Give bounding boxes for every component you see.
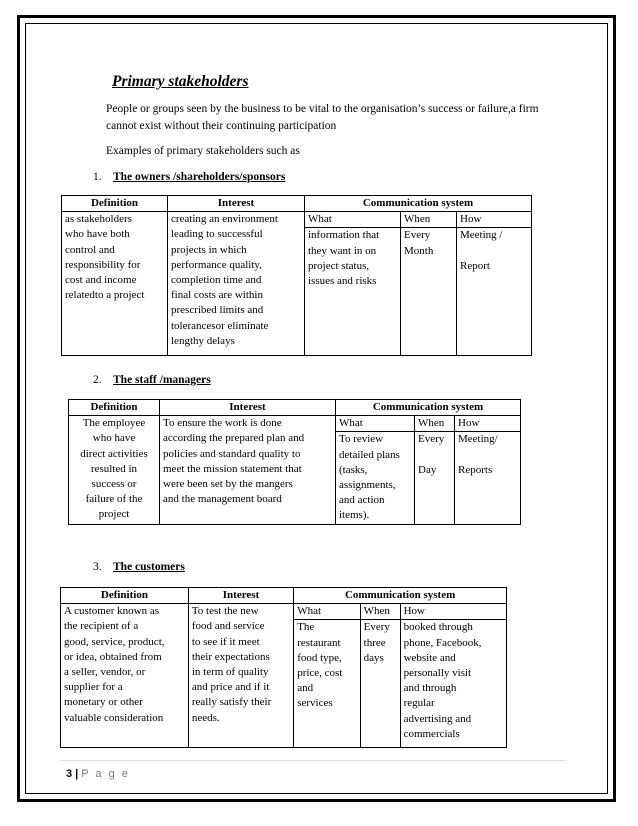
cell-line: tolerancesor eliminate <box>171 319 269 332</box>
cell-line: or idea, obtained from <box>64 650 162 663</box>
cell-line: restaurant <box>297 636 341 649</box>
section-number: 3. <box>93 561 102 573</box>
definition-header: Definition <box>69 400 160 416</box>
cell-line: project status, <box>308 259 370 272</box>
communication-header: Communication system <box>294 588 507 604</box>
page-label: P a g e <box>81 768 130 780</box>
cell-line: success or <box>91 478 137 491</box>
cell-line: Day <box>418 463 437 476</box>
cell-line: and <box>297 682 314 695</box>
how-cell <box>455 432 521 524</box>
footer-rule <box>60 760 565 761</box>
cell-line: price, cost <box>297 667 343 680</box>
cell-line: website and <box>403 651 456 664</box>
definition-header: Definition <box>61 588 189 604</box>
cell-line: project <box>98 508 130 521</box>
cell-line: three <box>363 636 386 649</box>
cell-line: information that <box>308 229 380 242</box>
what-cell <box>305 228 401 356</box>
when-cell <box>401 228 457 356</box>
cell-lines <box>65 212 164 303</box>
cell-line: meet the mission statement that <box>163 462 302 475</box>
cell-lines <box>418 432 451 478</box>
cell-line: as stakeholders <box>65 213 132 226</box>
cell-line: Report <box>460 259 490 272</box>
cell-line <box>458 448 517 463</box>
page-title: Primary stakeholders <box>112 73 249 90</box>
interest-header: Interest <box>168 196 305 212</box>
cell-line: relatedto a project <box>65 289 145 302</box>
cell-line: their expectations <box>191 650 270 663</box>
interest-cell <box>188 604 293 748</box>
cell-line: failure of the <box>85 493 143 506</box>
when-cell <box>360 620 400 748</box>
cell-line: Every <box>418 433 445 446</box>
cell-line: control and <box>65 243 115 256</box>
cell-line: To review <box>339 433 384 446</box>
cell-line <box>460 244 528 259</box>
cell-line: To test the new <box>191 605 259 618</box>
section-number: 2. <box>93 374 102 386</box>
interest-header: Interest <box>188 588 293 604</box>
cell-lines <box>171 212 301 349</box>
what-header: What <box>336 416 415 432</box>
interest-cell <box>168 212 305 356</box>
what-header: What <box>305 212 401 228</box>
cell-lines <box>404 228 453 258</box>
how-cell <box>457 228 532 356</box>
cell-line: leading to successful <box>171 228 263 241</box>
cell-line: and the management board <box>163 493 282 506</box>
cell-line: completion time and <box>171 274 262 287</box>
cell-lines <box>64 604 185 726</box>
cell-lines <box>192 604 290 726</box>
stakeholder-table-staff <box>68 399 521 525</box>
how-header: How <box>400 604 506 620</box>
cell-line: performance quality, <box>171 258 262 271</box>
definition-cell <box>62 212 168 356</box>
cell-line: good, service, product, <box>64 635 165 648</box>
cell-line: food and service <box>191 620 265 633</box>
section-heading <box>93 171 285 183</box>
when-header: When <box>360 604 400 620</box>
interest-cell <box>160 416 336 524</box>
cell-line: projects in which <box>171 243 247 256</box>
cell-line: items). <box>339 509 370 522</box>
definition-cell <box>69 416 160 524</box>
cell-line: days <box>363 651 384 664</box>
cell-line: supplier for a <box>64 681 123 694</box>
cell-line: Meeting / <box>460 229 503 242</box>
cell-line: services <box>297 697 333 710</box>
section-title: The staff /managers <box>113 374 211 386</box>
cell-line: phone, Facebook, <box>403 636 482 649</box>
cell-lines <box>364 620 397 666</box>
cell-line: monetary or other <box>64 696 143 709</box>
cell-line: Month <box>404 244 434 257</box>
examples-line: Examples of primary stakeholders such as <box>106 145 300 157</box>
cell-line: according the prepared plan and <box>163 432 305 445</box>
cell-line: food type, <box>297 651 342 664</box>
cell-line: Meeting/ <box>458 433 498 446</box>
cell-lines <box>308 228 397 289</box>
cell-line: needs. <box>191 711 220 724</box>
section-number: 1. <box>93 171 102 183</box>
section-heading <box>93 374 211 386</box>
cell-line: Every <box>363 621 390 634</box>
cell-line <box>418 448 451 463</box>
how-header: How <box>457 212 532 228</box>
interest-header: Interest <box>160 400 336 416</box>
cell-line: the recipient of a <box>64 620 139 633</box>
how-header: How <box>455 416 521 432</box>
stakeholder-table-customers <box>60 587 507 748</box>
cell-line: and action <box>339 494 385 507</box>
communication-header: Communication system <box>336 400 521 416</box>
cell-line: who have <box>92 432 136 445</box>
page-footer <box>66 768 130 780</box>
cell-line: direct activities <box>80 447 148 460</box>
definition-cell <box>61 604 189 748</box>
cell-line: The employee <box>82 417 146 430</box>
cell-line: assignments, <box>339 479 396 492</box>
cell-line: commercials <box>403 727 460 740</box>
cell-line: were been set by the mangers <box>163 478 293 491</box>
cell-line: detailed plans <box>339 448 400 461</box>
cell-line: The <box>297 621 315 634</box>
cell-line: really satisfy their <box>191 696 272 709</box>
what-cell <box>294 620 360 748</box>
cell-line: in term of quality <box>191 666 269 679</box>
cell-line: resulted in <box>90 462 138 475</box>
page-number: 3 <box>66 768 73 780</box>
cell-line: final costs are within <box>171 289 263 302</box>
cell-line: lengthy delays <box>171 334 235 347</box>
section-heading <box>93 561 185 573</box>
cell-line: to see if it meet <box>191 635 260 648</box>
footer-separator: | <box>75 768 79 780</box>
cell-line: and through <box>403 682 457 695</box>
cell-line: personally visit <box>403 667 472 680</box>
section-title: The customers <box>113 561 185 573</box>
cell-line: valuable consideration <box>64 711 164 724</box>
cell-line: booked through <box>403 621 473 634</box>
cell-lines <box>404 620 503 742</box>
cell-lines <box>460 228 528 274</box>
cell-lines <box>72 416 156 522</box>
definition-header: Definition <box>62 196 168 212</box>
when-cell <box>415 432 455 524</box>
cell-line: (tasks, <box>339 463 368 476</box>
cell-line: advertising and <box>403 712 472 725</box>
what-cell <box>336 432 415 524</box>
cell-lines <box>163 416 332 507</box>
cell-line: cost and income <box>65 274 137 287</box>
cell-lines <box>297 620 356 711</box>
cell-line: Reports <box>458 463 493 476</box>
section-title: The owners /shareholders/sponsors <box>113 171 286 183</box>
stakeholder-table-owners <box>61 195 532 356</box>
cell-line: policies and standard quality to <box>163 447 301 460</box>
cell-lines <box>458 432 517 478</box>
cell-line: who have both <box>65 228 130 241</box>
when-header: When <box>415 416 455 432</box>
cell-line: Every <box>404 229 431 242</box>
cell-line: A customer known as <box>64 605 160 618</box>
cell-line: To ensure the work is done <box>163 417 282 430</box>
cell-line: and price and if it <box>191 681 270 694</box>
cell-line: a seller, vendor, or <box>64 666 146 679</box>
cell-line: responsibility for <box>65 258 141 271</box>
cell-lines <box>339 432 411 523</box>
communication-header: Communication system <box>305 196 532 212</box>
cell-line: they want in on <box>308 244 377 257</box>
intro-paragraph: People or groups seen by the business to be vital to the organisation’s success or failure,a firm cannot exist without their continuing participation <box>106 103 539 132</box>
how-cell <box>400 620 506 748</box>
when-header: When <box>401 212 457 228</box>
cell-line: issues and risks <box>308 275 377 288</box>
cell-line: prescribed limits and <box>171 304 264 317</box>
what-header: What <box>294 604 360 620</box>
cell-line: creating an environment <box>171 213 278 226</box>
cell-line: regular <box>403 697 435 710</box>
